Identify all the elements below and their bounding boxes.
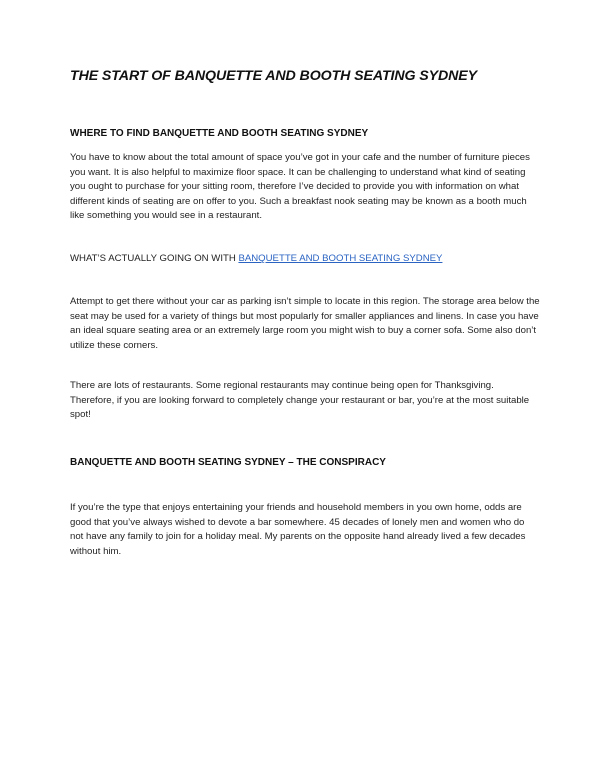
- section-paragraph-space: You have to know about the total amount of space you’ve got in your cafe and the number of furniture pieces you want. It is also helpful to maximize floor space. It can be challenging to understand what kind of seating you ought to purchase for your sitting room, therefore I’ve decided to provide you with information on what different kinds of seating are on offer to you. Such a breakfast nook seating may be known as a booth much like something you would see in a restaurant.: [70, 152, 530, 222]
- section-paragraph-restaurants: There are lots of restaurants. Some regional restaurants may continue being open for Thanksgiving. Therefore, if you are looking forward to completely change your restaurant or bar, you’re at the most suitable spot!: [70, 380, 530, 421]
- section-paragraph-parking: Attempt to get there without your car as parking isn’t simple to locate in this region. The storage area below the seat may be used for a variety of things but most popularly for smaller appliances and linens. In case you have an ideal square seating area or an extremely large room you might wish to buy a corner sofa. Some also don’t utilize these corners.: [70, 296, 540, 351]
- section-heading-whats-going-on: [70, 253, 540, 264]
- banquette-seating-link[interactable]: BANQUETTE AND BOOTH SEATING SYDNEY: [238, 253, 443, 264]
- section-paragraph-entertaining: If you’re the type that enjoys entertaining your friends and household members in you own home, odds are good that you’ve always wished to devote a bar somewhere. 45 decades of lonely men and women who do not have any family to join for a holiday meal. My parents on the opposite hand already lived a few decades without him.: [70, 502, 526, 557]
- document-title: THE START OF BANQUETTE AND BOOTH SEATING SYDNEY: [70, 68, 478, 84]
- section-heading-conspiracy: BANQUETTE AND BOOTH SEATING SYDNEY – THE CONSPIRACY: [70, 457, 386, 468]
- section-heading-where-to-find: WHERE TO FIND BANQUETTE AND BOOTH SEATING SYDNEY: [70, 128, 369, 139]
- section-heading-prefix: WHAT’S ACTUALLY GOING ON WITH: [70, 253, 239, 264]
